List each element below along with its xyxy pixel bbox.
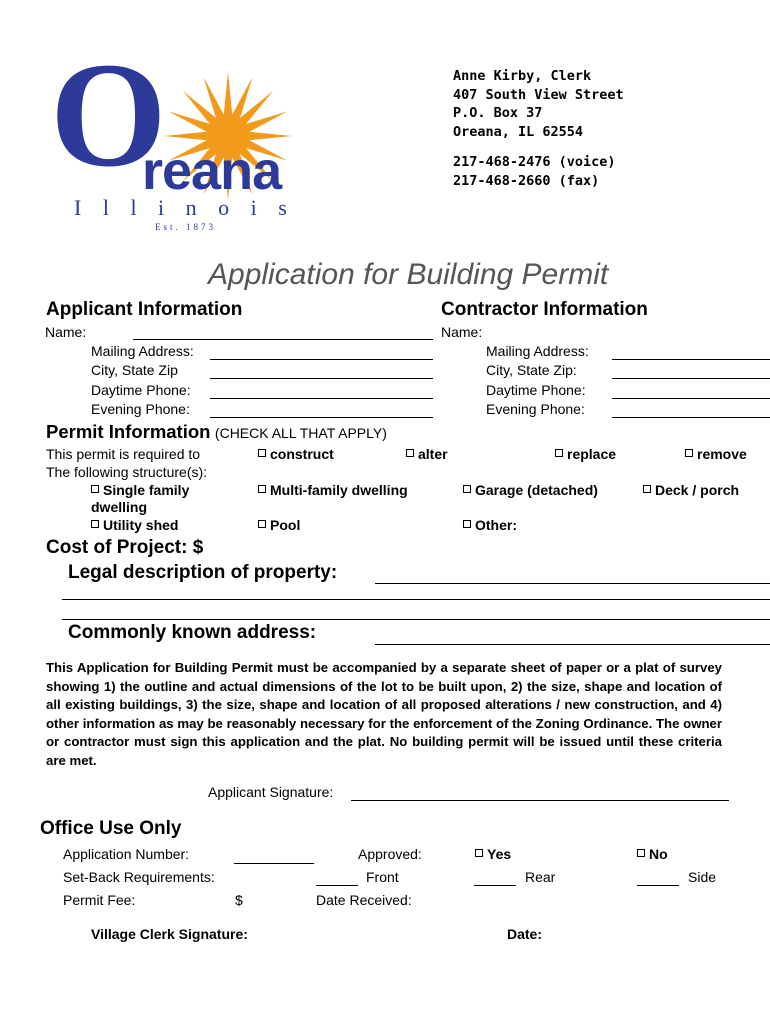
applicant-signature-field[interactable]: [351, 786, 729, 801]
checkbox-icon: [91, 520, 99, 528]
contractor-city-field[interactable]: [612, 364, 770, 379]
checkbox-icon: [406, 449, 414, 457]
checkbox-alter[interactable]: [406, 446, 448, 462]
applicant-mailing-field[interactable]: [210, 345, 433, 360]
checkbox-icon: [475, 849, 483, 857]
approved-label: Approved:: [358, 846, 422, 862]
setback-side-label: Side: [688, 869, 717, 885]
contractor-eve-phone-label: Evening Phone:: [486, 401, 585, 417]
checkbox-label: Other:: [475, 517, 517, 533]
checkbox-label: Utility shed: [103, 517, 179, 533]
permit-heading: Permit Information: [46, 421, 211, 442]
applicant-eve-phone-label: Evening Phone:: [91, 401, 190, 417]
app-number-label: Application Number:: [63, 846, 190, 862]
setback-rear-label: Rear: [525, 869, 556, 885]
legal-field[interactable]: [375, 569, 770, 584]
checkbox-label: construct: [270, 446, 334, 462]
cost-label: Cost of Project: $: [46, 537, 204, 558]
setback-front-label: Front: [366, 869, 399, 885]
legal-field-line3[interactable]: [62, 605, 770, 620]
address-line: 407 South View Street: [453, 86, 624, 103]
office-heading: Office Use Only: [40, 818, 182, 839]
checkbox-icon: [463, 520, 471, 528]
applicant-day-phone-label: Daytime Phone:: [91, 382, 191, 398]
app-number-field[interactable]: [234, 849, 314, 864]
logo-state: I l l i n o i s: [74, 195, 295, 220]
logo-letter-o: O: [50, 32, 167, 198]
address-line: P.O. Box 37: [453, 105, 543, 121]
applicant-name-field[interactable]: [133, 325, 433, 340]
legal-label: Legal description of property:: [68, 562, 338, 583]
applicant-mailing-label: Mailing Address:: [91, 343, 194, 359]
checkbox-icon: [555, 449, 563, 457]
applicant-city-field[interactable]: [210, 364, 433, 379]
date-label: Date:: [507, 926, 543, 942]
checkbox-remove[interactable]: [685, 446, 747, 462]
checkbox-icon: [463, 485, 471, 493]
checkbox-label: replace: [567, 446, 617, 462]
checkbox-other[interactable]: [463, 517, 517, 533]
phone-fax: 217-468-2660 (fax): [453, 172, 600, 189]
checkbox-label-cont: dwelling: [91, 499, 147, 515]
checkbox-single-family[interactable]: [91, 482, 189, 516]
applicant-city-label: City, State Zip: [91, 362, 178, 378]
checkbox-multi-family[interactable]: [258, 482, 408, 498]
checkbox-label: remove: [697, 446, 747, 462]
clerk-signature-label: Village Clerk Signature:: [91, 926, 248, 942]
checkbox-label: Multi-family dwelling: [270, 482, 408, 498]
permit-fee-label: Permit Fee:: [63, 892, 136, 908]
contractor-heading: Contractor Information: [441, 299, 648, 320]
checkbox-label: Pool: [270, 517, 301, 533]
page-title: Application for Building Permit: [208, 258, 609, 291]
checkbox-icon: [258, 485, 266, 493]
checkbox-yes[interactable]: [475, 846, 511, 862]
checkbox-icon: [637, 849, 645, 857]
checkbox-deck[interactable]: [643, 482, 739, 498]
contractor-day-phone-label: Daytime Phone:: [486, 382, 586, 398]
checkbox-label: Deck / porch: [655, 482, 740, 498]
applicant-eve-phone-field[interactable]: [210, 403, 433, 418]
checkbox-label: Yes: [487, 846, 512, 862]
permit-line1: This permit is required to: [46, 446, 201, 462]
permit-heading-row: [46, 421, 387, 443]
contractor-day-phone-field[interactable]: [612, 384, 770, 399]
common-address-label: Commonly known address:: [68, 622, 317, 643]
common-address-field[interactable]: [375, 630, 770, 645]
oreana-logo: [50, 32, 310, 235]
date-received-label: Date Received:: [316, 892, 412, 908]
checkbox-construct[interactable]: [258, 446, 334, 462]
checkbox-icon: [685, 449, 693, 457]
checkbox-pool[interactable]: [258, 517, 300, 533]
phone-voice: 217-468-2476 (voice): [453, 154, 616, 170]
checkbox-label: Single family: [103, 482, 190, 498]
permit-line2: The following structure(s):: [46, 464, 208, 480]
setback-rear-field[interactable]: [474, 871, 516, 886]
contractor-eve-phone-field[interactable]: [612, 403, 770, 418]
checkbox-no[interactable]: [637, 846, 668, 862]
logo-est: Est. 1873: [155, 222, 217, 232]
permit-fee-dollar: $: [235, 892, 243, 908]
instructions-paragraph: This Application for Building Permit must be accompanied by a separate sheet of paper or a plat of survey showing 1) the outline and actual dimensions of the lot to be built upon, 2) the size, shape and location of all existing buildings, 3) the size, shape and location of all proposed alterations / new construction, and 4) other information as may be reasonably necessary for the enforcement of the Zoning Ordinance. The owner or contractor must sign this application and the plat. No building permit will be issued until these criteria are met.: [46, 660, 722, 768]
checkbox-icon: [91, 485, 99, 493]
contractor-name-label: Name:: [441, 324, 483, 340]
contractor-city-label: City, State Zip:: [486, 362, 577, 378]
applicant-name-label: Name:: [45, 324, 87, 340]
setback-side-field[interactable]: [637, 871, 679, 886]
checkbox-replace[interactable]: [555, 446, 616, 462]
checkbox-label: Garage (detached): [475, 482, 598, 498]
applicant-signature-label: Applicant Signature:: [208, 784, 334, 800]
permit-note: (CHECK ALL THAT APPLY): [214, 425, 387, 441]
clerk-address: [453, 67, 624, 190]
address-line: Anne Kirby, Clerk: [453, 68, 592, 84]
setback-front-field[interactable]: [316, 871, 358, 886]
checkbox-label: alter: [418, 446, 448, 462]
contractor-mailing-field[interactable]: [612, 345, 770, 360]
checkbox-icon: [258, 449, 266, 457]
address-line: Oreana, IL 62554: [453, 123, 584, 140]
logo-word: reana: [142, 141, 282, 201]
legal-field-line2[interactable]: [62, 585, 770, 600]
checkbox-label: No: [649, 846, 668, 862]
checkbox-icon: [643, 485, 651, 493]
contractor-mailing-label: Mailing Address:: [486, 343, 589, 359]
applicant-day-phone-field[interactable]: [210, 384, 433, 399]
checkbox-icon: [258, 520, 266, 528]
setback-label: Set-Back Requirements:: [63, 869, 215, 885]
applicant-heading: Applicant Information: [46, 299, 243, 320]
checkbox-garage[interactable]: [463, 482, 598, 498]
checkbox-utility-shed[interactable]: [91, 517, 178, 533]
